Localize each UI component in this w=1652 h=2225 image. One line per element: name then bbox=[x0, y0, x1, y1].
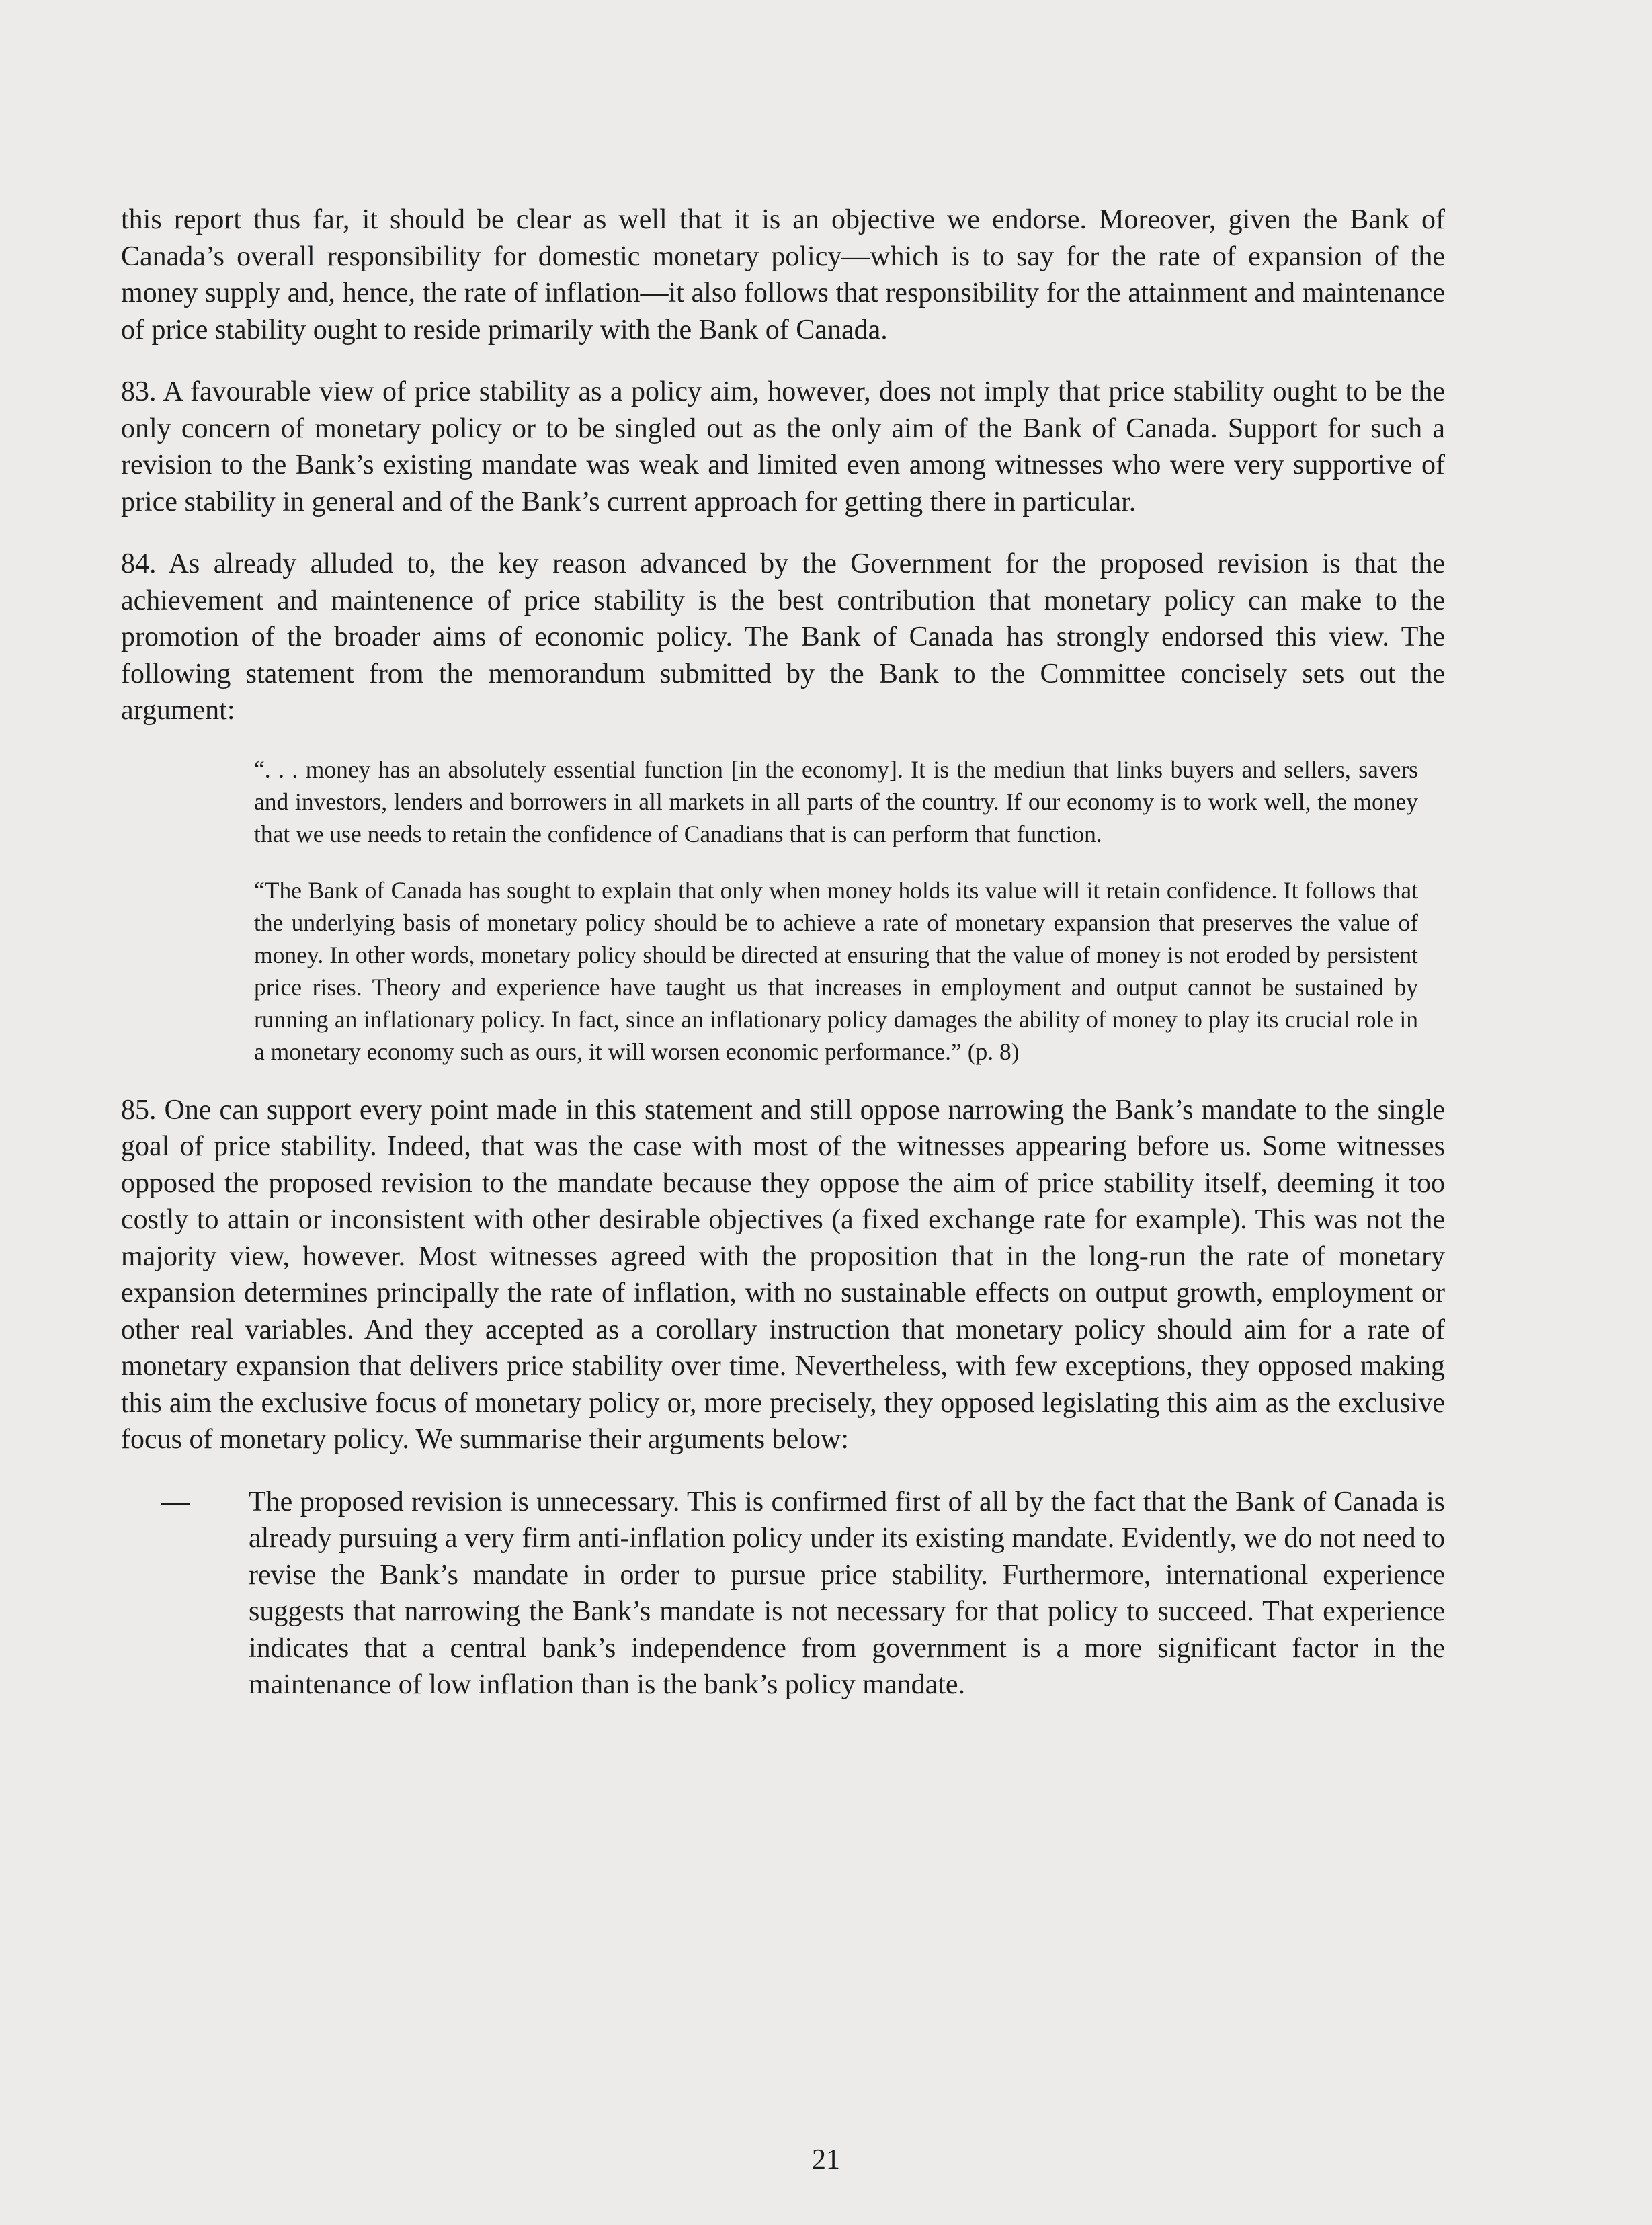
list-item-text: The proposed revision is unnecessary. This is confirmed first of all by the fact that the Bank of Canada is already pursuing a very firm anti-inflation policy under its existing mandate. Evidently, we do not need to revise the Bank’s mandate in order to pursue price stability. Furthermore, international experience suggests that narrowing the Bank’s mandate is not necessary for that policy to succeed. That experience indicates that a central bank’s independence from government is a more significant factor in the maintenance of low inflation than is the bank’s policy mandate. bbox=[249, 1486, 1445, 1700]
dash-bullet: — bbox=[161, 1486, 190, 1517]
page-number: 21 bbox=[812, 2144, 840, 2175]
paragraph-intro: this report thus far, it should be clear as well that it is an objective we endorse. Moreover, given the Bank of Canada’s overall responsibility for domestic monetary policy—which is to say for the rate of expansion of the money supply and, hence, the rate of inflation—it also follows that responsibility for the attainment and maintenance of price stability ought to reside primarily with the Bank of Canada. bbox=[121, 204, 1445, 345]
paragraph-84: 84. As already alluded to, the key reason advanced by the Government for the proposed revision is that the achievement and maintenence of price stability is the best contribution that monetary policy can make to the promotion of the broader aims of economic policy. The Bank of Canada has strongly endorsed this view. The following statement from the memorandum submitted by the Bank to the Committee concisely sets out the argument: bbox=[121, 548, 1445, 726]
paragraph-83: 83. A favourable view of price stability as a policy aim, however, does not imply that price stability ought to be the only concern of monetary policy or to be singled out as the only aim of the Bank of Canada. Support for such a revision to the Bank’s existing mandate was weak and limited even among witnesses who were very supportive of price stability in general and of the Bank’s current approach for getting there in particular. bbox=[121, 376, 1445, 517]
block-quote-1: “. . . money has an absolutely essential function [in the economy]. It is the mediun that links buyers and sellers, savers and investors, lenders and borrowers in all markets in all parts of the country. If our economy is to work well, the money that we use needs to retain the confidence of Canadians that is can perform that function. bbox=[254, 755, 1418, 847]
block-quote-2: “The Bank of Canada has sought to explain that only when money holds its value will it retain confidence. It follows that the underlying basis of monetary policy should be to achieve a rate of monetary expansion that preserves the value of money. In other words, monetary policy should be directed at ensuring that the value of money is not eroded by persistent price rises. Theory and experience have taught us that increases in employment and output cannot be sustained by running an inflationary policy. In fact, since an inflationary policy damages the ability of money to play its crucial role in a monetary economy such as ours, it will worsen economic performance.” (p. 8) bbox=[254, 876, 1418, 1065]
list-item bbox=[161, 1484, 1445, 1704]
body-text bbox=[121, 202, 1445, 1704]
paragraph-85: 85. One can support every point made in this statement and still oppose narrowing the Bank’s mandate to the single goal of price stability. Indeed, that was the case with most of the witnesses appearing before us. Some witnesses opposed the proposed revision to the mandate because they oppose the aim of price stability itself, deeming it too costly to attain or inconsistent with other desirable objectives (a fixed exchange rate for example). This was not the majority view, however. Most witnesses agreed with the proposition that in the long-run the rate of monetary expansion determines principally the rate of inflation, with no sustainable effects on output growth, employment or other real variables. And they accepted as a corollary instruction that monetary policy should aim for a rate of monetary expansion that delivers price stability over time. Nevertheless, with few exceptions, they opposed making this aim the exclusive focus of monetary policy or, more precisely, they opposed legislating this aim as the exclusive focus of monetary policy. We summarise their arguments below: bbox=[121, 1094, 1445, 1455]
